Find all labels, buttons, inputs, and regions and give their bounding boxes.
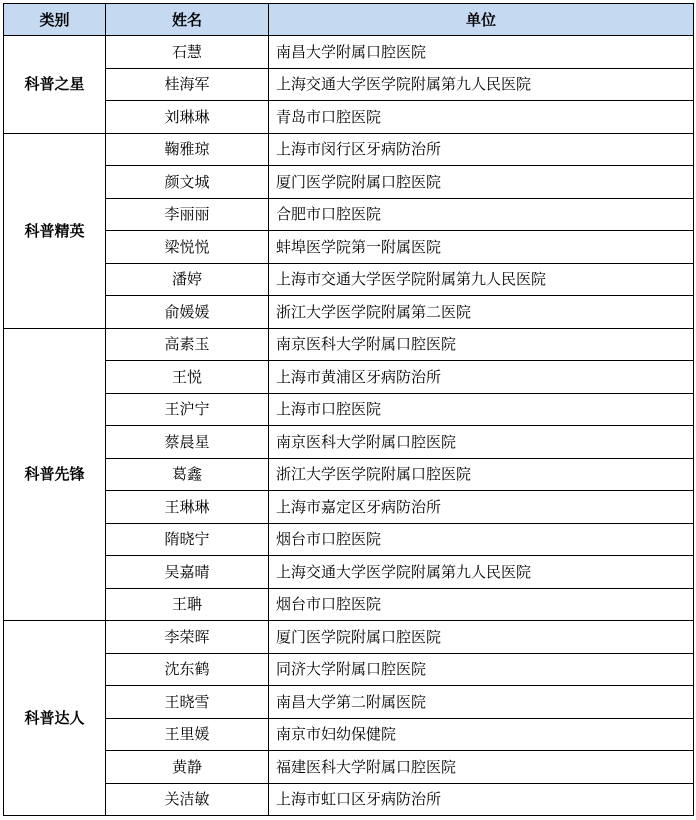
unit-cell: 烟台市口腔医院 — [269, 523, 694, 556]
category-cell: 科普达人 — [4, 621, 106, 816]
table-body — [4, 36, 694, 816]
name-cell: 李丽丽 — [106, 198, 269, 231]
table-row — [4, 491, 694, 524]
table-row — [4, 426, 694, 459]
name-cell: 颜文城 — [106, 166, 269, 199]
table-row — [4, 198, 694, 231]
name-cell: 李荣晖 — [106, 621, 269, 654]
name-cell: 吴嘉晴 — [106, 556, 269, 589]
name-cell: 王悦 — [106, 361, 269, 394]
table-row — [4, 263, 694, 296]
name-cell: 桂海军 — [106, 68, 269, 101]
name-cell: 王晓雪 — [106, 686, 269, 719]
name-cell: 隋晓宁 — [106, 523, 269, 556]
unit-cell: 烟台市口腔医院 — [269, 588, 694, 621]
header-name: 姓名 — [106, 4, 269, 36]
unit-cell: 上海交通大学医学院附属第九人民医院 — [269, 68, 694, 101]
name-cell: 王沪宁 — [106, 393, 269, 426]
unit-cell: 上海市交通大学医学院附属第九人民医院 — [269, 263, 694, 296]
name-cell: 黄静 — [106, 751, 269, 784]
name-cell: 葛鑫 — [106, 458, 269, 491]
table-row — [4, 751, 694, 784]
table-row — [4, 783, 694, 816]
header-row — [4, 4, 694, 36]
table-row — [4, 36, 694, 69]
name-cell: 王琳琳 — [106, 491, 269, 524]
header-category: 类别 — [4, 4, 106, 36]
table-row — [4, 523, 694, 556]
unit-cell: 上海市虹口区牙病防治所 — [269, 783, 694, 816]
unit-cell: 厦门医学院附属口腔医院 — [269, 166, 694, 199]
table-row — [4, 393, 694, 426]
name-cell: 王里媛 — [106, 718, 269, 751]
name-cell: 关洁敏 — [106, 783, 269, 816]
name-cell: 梁悦悦 — [106, 231, 269, 264]
name-cell: 王聃 — [106, 588, 269, 621]
unit-cell: 上海交通大学医学院附属第九人民医院 — [269, 556, 694, 589]
category-cell: 科普先锋 — [4, 328, 106, 621]
category-cell: 科普精英 — [4, 133, 106, 328]
header-unit: 单位 — [269, 4, 694, 36]
unit-cell: 青岛市口腔医院 — [269, 101, 694, 134]
table-row — [4, 68, 694, 101]
table-row — [4, 133, 694, 166]
unit-cell: 上海市闵行区牙病防治所 — [269, 133, 694, 166]
name-cell: 沈东鹤 — [106, 653, 269, 686]
unit-cell: 蚌埠医学院第一附属医院 — [269, 231, 694, 264]
table-row — [4, 231, 694, 264]
table-row — [4, 328, 694, 361]
name-cell: 鞠雅琼 — [106, 133, 269, 166]
unit-cell: 南京市妇幼保健院 — [269, 718, 694, 751]
unit-cell: 南昌大学第二附属医院 — [269, 686, 694, 719]
unit-cell: 南京医科大学附属口腔医院 — [269, 426, 694, 459]
table-row — [4, 556, 694, 589]
table-row — [4, 621, 694, 654]
unit-cell: 厦门医学院附属口腔医院 — [269, 621, 694, 654]
unit-cell: 浙江大学医学院附属口腔医院 — [269, 458, 694, 491]
unit-cell: 上海市黄浦区牙病防治所 — [269, 361, 694, 394]
table-row — [4, 296, 694, 329]
name-cell: 高素玉 — [106, 328, 269, 361]
unit-cell: 同济大学附属口腔医院 — [269, 653, 694, 686]
category-cell: 科普之星 — [4, 36, 106, 134]
name-cell: 蔡晨星 — [106, 426, 269, 459]
unit-cell: 南昌大学附属口腔医院 — [269, 36, 694, 69]
name-cell: 石慧 — [106, 36, 269, 69]
name-cell: 俞媛媛 — [106, 296, 269, 329]
table-row — [4, 101, 694, 134]
table-row — [4, 686, 694, 719]
table-row — [4, 458, 694, 491]
awards-table — [3, 3, 694, 816]
name-cell: 刘琳琳 — [106, 101, 269, 134]
unit-cell: 上海市嘉定区牙病防治所 — [269, 491, 694, 524]
unit-cell: 浙江大学医学院附属第二医院 — [269, 296, 694, 329]
table-row — [4, 718, 694, 751]
unit-cell: 福建医科大学附属口腔医院 — [269, 751, 694, 784]
name-cell: 潘婷 — [106, 263, 269, 296]
unit-cell: 合肥市口腔医院 — [269, 198, 694, 231]
table-row — [4, 361, 694, 394]
table-row — [4, 653, 694, 686]
table-row — [4, 588, 694, 621]
table-row — [4, 166, 694, 199]
unit-cell: 上海市口腔医院 — [269, 393, 694, 426]
unit-cell: 南京医科大学附属口腔医院 — [269, 328, 694, 361]
